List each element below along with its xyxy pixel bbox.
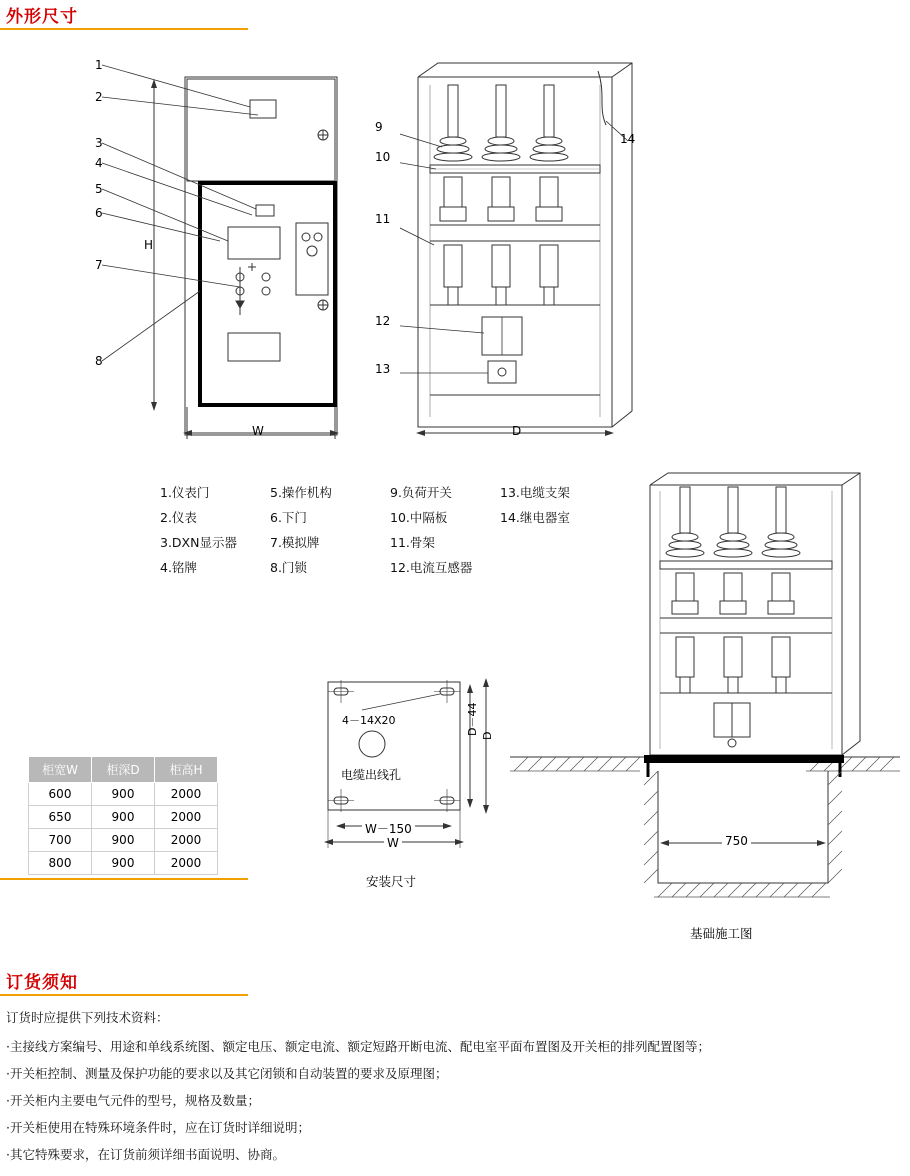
- section-view-drawing: [400, 55, 650, 455]
- callout-5: 5: [95, 182, 103, 196]
- legend-item: 3.DXN显示器: [160, 535, 237, 550]
- order-notes-lead: 订货时应提供下列技术资料：: [6, 1010, 169, 1025]
- cell-depth: 900: [92, 829, 155, 852]
- width-label: W: [252, 424, 264, 438]
- depth-label: D: [512, 424, 522, 438]
- front-elevation-drawing: [80, 55, 380, 455]
- order-note-item: ·开关柜内主要电气元件的型号，规格及数量；: [6, 1093, 260, 1108]
- mounting-hole-label: 4－14X20: [342, 714, 396, 727]
- column-header-depth: 柜深D: [92, 757, 155, 783]
- title-underline-dimensions: [0, 28, 248, 30]
- legend-item: 13.电缆支架: [500, 485, 570, 500]
- legend-item: 1.仪表门: [160, 485, 210, 500]
- cell-width: 600: [29, 783, 92, 806]
- height-label: H: [144, 238, 154, 252]
- foundation-drawing: [510, 465, 900, 925]
- cell-depth: 900: [92, 852, 155, 875]
- legend-item: 5.操作机构: [270, 485, 332, 500]
- order-note-item: ·开关柜控制、测量及保护功能的要求以及其它闭锁和自动装置的要求及原理图；: [6, 1066, 448, 1081]
- callout-3: 3: [95, 136, 103, 150]
- legend-item: 11.骨架: [390, 535, 435, 550]
- foundation-caption: 基础施工图: [690, 926, 753, 941]
- cell-depth: 900: [92, 806, 155, 829]
- cable-exit-hole-label: 电缆出线孔: [341, 768, 402, 782]
- table-header-row: [29, 757, 218, 783]
- callout-14: 14: [620, 132, 636, 146]
- callout-1: 1: [95, 58, 103, 72]
- legend-item: 9.负荷开关: [390, 485, 452, 500]
- legend-item: 2.仪表: [160, 510, 197, 525]
- page-title-dimensions: 外形尺寸: [6, 7, 78, 27]
- cell-width: 650: [29, 806, 92, 829]
- mounting-depth-outer-label: D: [481, 731, 494, 740]
- table-row: [29, 829, 218, 852]
- callout-8: 8: [95, 354, 103, 368]
- page-title-order: 订货须知: [6, 973, 78, 993]
- cell-height: 2000: [155, 852, 218, 875]
- order-notes-block: [6, 1004, 906, 1168]
- callout-13: 13: [375, 362, 391, 376]
- column-header-height: 柜高H: [155, 757, 218, 783]
- order-note-item: ·其它特殊要求，在订货前须详细书面说明、协商。: [6, 1147, 285, 1162]
- callout-4: 4: [95, 156, 103, 170]
- legend-item: 8.门锁: [270, 560, 307, 575]
- cell-width: 700: [29, 829, 92, 852]
- legend-item: 12.电流互感器: [390, 560, 473, 575]
- callout-10: 10: [375, 150, 391, 164]
- callout-12: 12: [375, 314, 391, 328]
- table-underline: [0, 878, 248, 880]
- order-note-item: ·开关柜使用在特殊环境条件时，应在订货时详细说明；: [6, 1120, 310, 1135]
- legend-item: 7.模拟牌: [270, 535, 320, 550]
- legend-item: 4.铭牌: [160, 560, 197, 575]
- cell-depth: 900: [92, 783, 155, 806]
- cell-width: 800: [29, 852, 92, 875]
- order-note-item: ·主接线方案编号、用途和单线系统图、额定电压、额定电流、额定短路开断电流、配电室平面布置图及开关柜的排列配置图等；: [6, 1039, 710, 1054]
- column-header-width: 柜宽W: [29, 757, 92, 783]
- callout-11: 11: [375, 212, 391, 226]
- table-row: [29, 852, 218, 875]
- cell-height: 2000: [155, 783, 218, 806]
- title-underline-order: [0, 994, 248, 996]
- mounting-depth-inner-label: D－44: [466, 702, 479, 736]
- legend-item: 10.中隔板: [390, 510, 448, 525]
- legend-item: 6.下门: [270, 510, 307, 525]
- cell-height: 2000: [155, 806, 218, 829]
- table-row: [29, 806, 218, 829]
- mounting-width-outer-label: W: [384, 836, 402, 850]
- legend-item: 14.继电器室: [500, 510, 570, 525]
- callout-6: 6: [95, 206, 103, 220]
- callout-9: 9: [375, 120, 383, 134]
- callout-7: 7: [95, 258, 103, 272]
- cell-height: 2000: [155, 829, 218, 852]
- mounting-caption: 安装尺寸: [366, 874, 417, 889]
- table-row: [29, 783, 218, 806]
- callout-2: 2: [95, 90, 103, 104]
- foundation-dimension-label: 750: [722, 834, 751, 848]
- mounting-width-inner-label: W－150: [362, 820, 415, 837]
- dimensions-table: [28, 756, 218, 875]
